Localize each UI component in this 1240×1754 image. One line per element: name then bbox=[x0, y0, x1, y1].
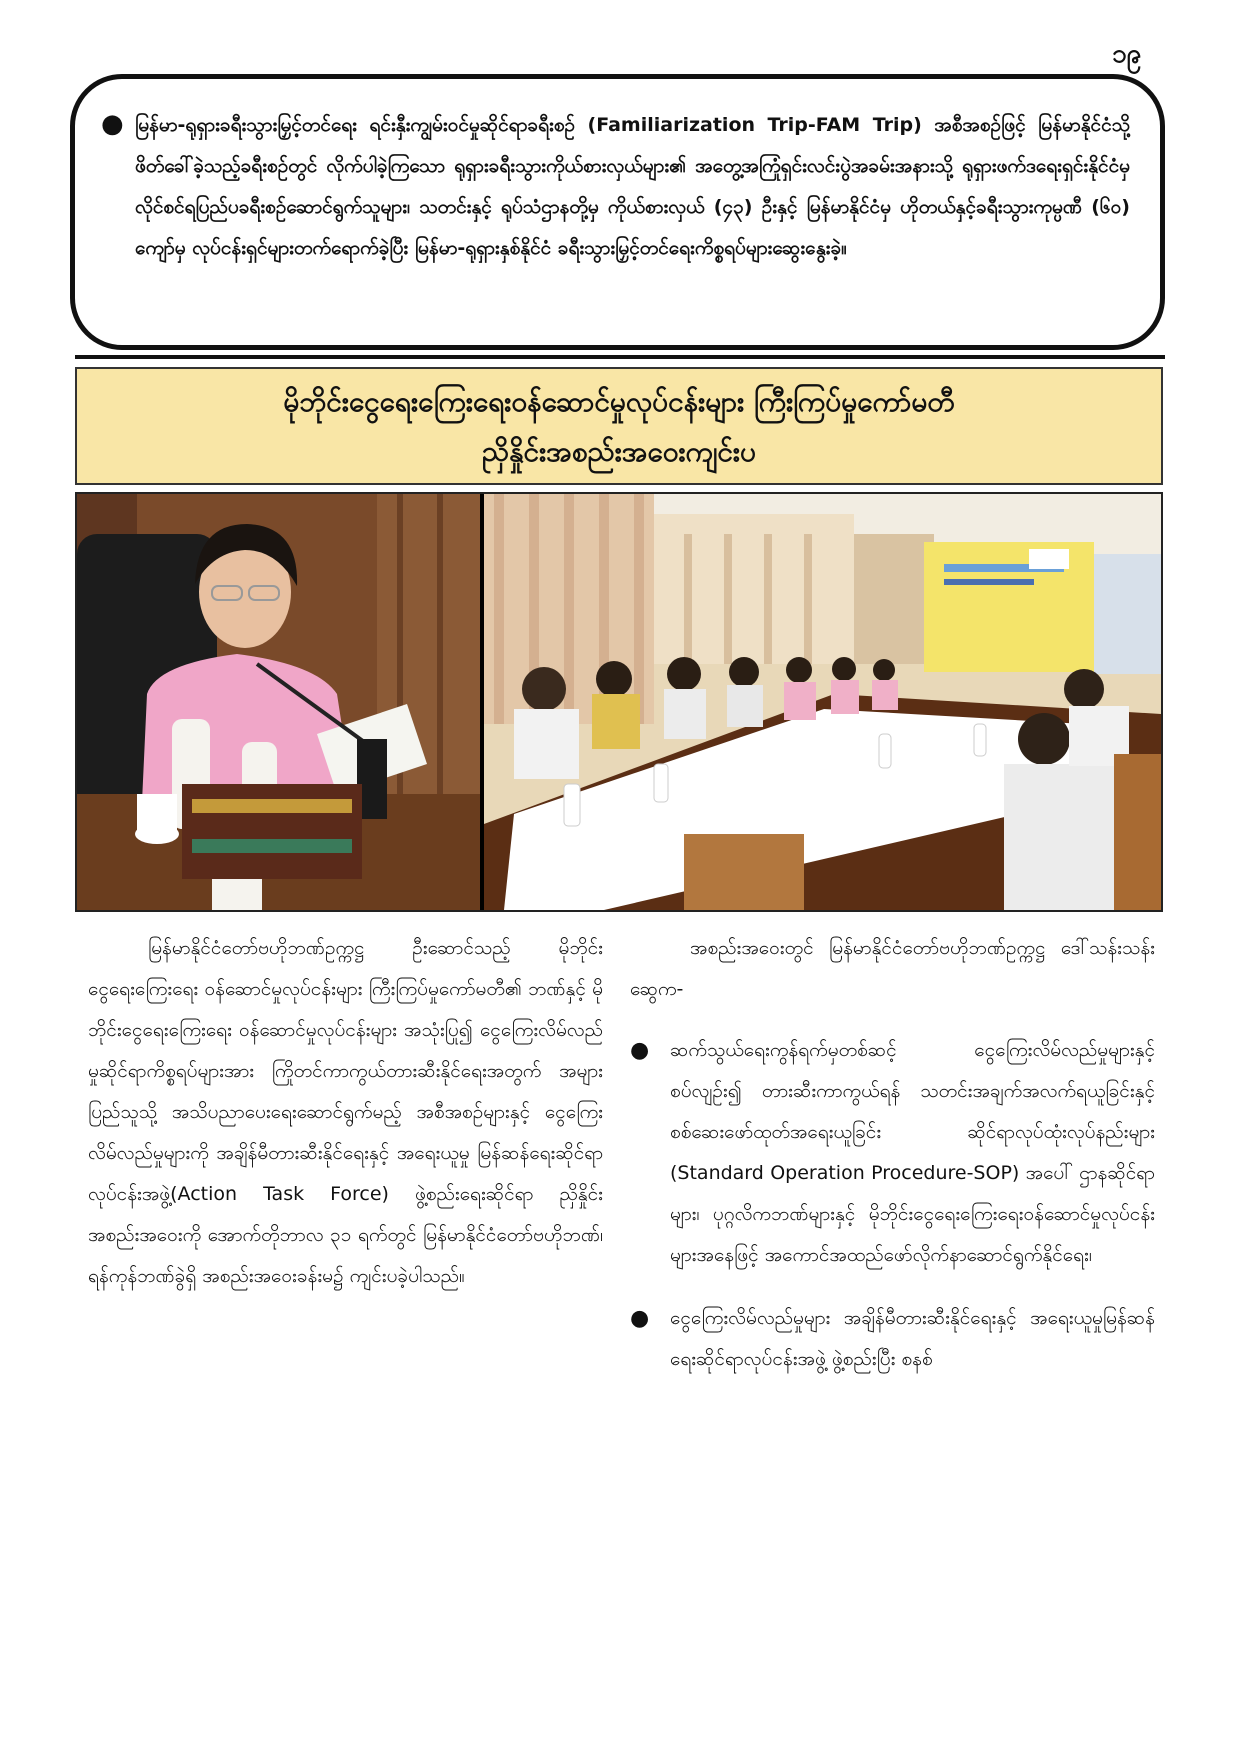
list-item bbox=[630, 1298, 1155, 1380]
chairperson-photo bbox=[77, 494, 480, 910]
bullet-list bbox=[630, 1030, 1155, 1380]
list-item-text: ဆက်သွယ်ရေးကွန်ရက်မှတစ်ဆင့် ငွေကြေးလိမ်လည်မှုများနှင့်စပ်လျဉ်း၍ တားဆီးကာကွယ်ရန် သတင်းအချက်အလက်ရယူခြင်းနှင့် စစ်ဆေးဖော်ထုတ်အရေးယူခြင်း ဆိုင်ရာလုပ်ထုံးလုပ်နည်းများ (Standard Operation Procedure-SOP) အပေါ် ဌာနဆိုင်ရာများ၊ ပုဂ္ဂလိကဘဏ်များနှင့် မိုဘိုင်းငွေရေးကြေးရေးဝန်ဆောင်မှုလုပ်ငန်းများအနေဖြင့် အကောင်အထည်ဖော်လိုက်နာဆောင်ရွက်နိုင်ရေး၊ bbox=[670, 1039, 1155, 1266]
left-column-paragraph bbox=[88, 928, 603, 1297]
article-title-line-1: မိုဘိုင်းငွေရေးကြေးရေးဝန်ဆောင်မှုလုပ်ငန်းများ ကြီးကြပ်မှုကော်မတီ bbox=[283, 385, 955, 418]
summary-text: မြန်မာ-ရုရှားခရီးသွားမြှင့်တင်ရေး ရင်းနှီးကျွမ်းဝင်မှုဆိုင်ရာခရီးစဉ် (Familiarization Trip-FAM Trip) အစီအစဉ်ဖြင့် မြန်မာနိုင်ငံသို့ ဖိတ်ခေါ်ခဲ့သည့်ခရီးစဉ်တွင် လိုက်ပါခဲ့ကြသော ရုရှားခရီးသွားကိုယ်စားလှယ်များ၏ အတွေ့အကြုံရှင်းလင်းပွဲအခမ်းအနားသို့ ရုရှားဖက်ဒရေးရှင်းနိုင်ငံမှ လိုင်စင်ရပြည်ပခရီးစဉ်ဆောင်ရွက်သူများ၊ သတင်းနှင့် ရုပ်သံဌာနတို့မှ ကိုယ်စားလှယ် (၄၃) ဦးနှင့် မြန်မာနိုင်ငံမှ ဟိုတယ်နှင့်ခရီးသွားကုမ္ပဏီ (၆၀) ကျော်မှ လုပ်ငန်းရှင်များတက်ရောက်ခဲ့ပြီး မြန်မာ-ရုရှားနှစ်နိုင်ငံ ခရီးသွားမြှင့်တင်ရေးကိစ္စရပ်များဆွေးနွေးခဲ့။ bbox=[135, 114, 1130, 259]
conference-room-photo bbox=[484, 494, 1161, 910]
article-title-box bbox=[75, 367, 1163, 485]
list-item bbox=[630, 1030, 1155, 1276]
page-number: ၁၉ bbox=[1112, 39, 1142, 69]
right-column-intro bbox=[630, 928, 1155, 1010]
article-title-line-2: ညှိနှိုင်းအစည်းအဝေးကျင်းပ bbox=[482, 435, 756, 468]
left-column-text: မြန်မာနိုင်ငံတော်ဗဟိုဘဏ်ဥက္ကဋ္ဌ ဦးဆောင်သည့် မိုဘိုင်းငွေရေးကြေးရေး ဝန်ဆောင်မှုလုပ်ငန်းများ ကြီးကြပ်မှုကော်မတီ၏ ဘဏ်နှင့် မိုဘိုင်းငွေရေးကြေးရေး ဝန်ဆောင်မှုလုပ်ငန်းများ အသုံးပြု၍ ငွေကြေးလိမ်လည်မှုဆိုင်ရာကိစ္စရပ်များအား ကြိုတင်ကာကွယ်တားဆီးနိုင်ရေးအတွက် အများပြည်သူသို့ အသိပညာပေးရေးဆောင်ရွက်မည့် အစီအစဉ်များနှင့် ငွေကြေးလိမ်လည်မှုများကို အချိန်မီတားဆီးနိုင်ရေးနှင့် အရေးယူမှု မြန်ဆန်ရေးဆိုင်ရာလုပ်ငန်းအဖွဲ့(Action Task Force) ဖွဲ့စည်းရေးဆိုင်ရာ ညှိနှိုင်းအစည်းအဝေးကို အောက်တိုဘာလ ၃၁ ရက်တွင် မြန်မာနိုင်ငံတော်ဗဟိုဘဏ်၊ ရန်ကုန်ဘဏ်ခွဲရှိ အစည်းအဝေးခန်းမ၌ ကျင်းပခဲ့ပါသည်။ bbox=[88, 937, 603, 1287]
summary-box bbox=[70, 74, 1165, 350]
list-item-text: ငွေကြေးလိမ်လည်မှုများ အချိန်မီတားဆီးနိုင်ရေးနှင့် အရေးယူမှုမြန်ဆန်ရေးဆိုင်ရာလုပ်ငန်းအဖွဲ့ ဖွဲ့စည်းပြီး စနစ် bbox=[670, 1307, 1155, 1370]
bullet-icon: ● bbox=[101, 109, 124, 139]
meeting-photos bbox=[75, 492, 1163, 912]
divider bbox=[75, 355, 1165, 359]
right-column-intro-text: အစည်းအဝေးတွင် မြန်မာနိုင်ငံတော်ဗဟိုဘဏ်ဥက္ကဋ္ဌ ဒေါ်သန်းသန်းဆွေက- bbox=[630, 937, 1155, 1000]
bullet-icon: ● bbox=[630, 1306, 650, 1331]
bullet-icon: ● bbox=[630, 1038, 650, 1063]
